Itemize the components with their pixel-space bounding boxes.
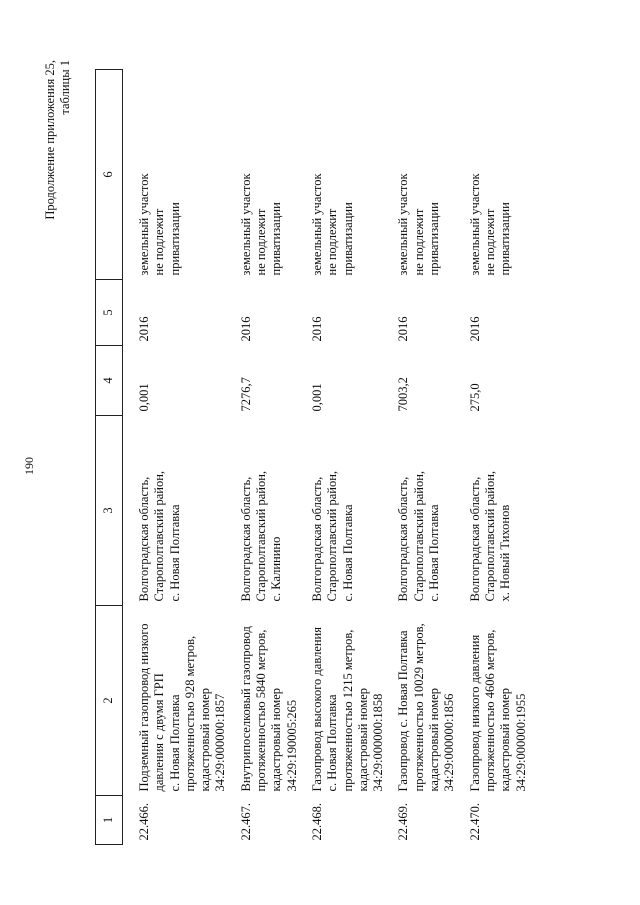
cell-line: земельный участок bbox=[396, 173, 411, 276]
cell-line: с. Новая Полтавка bbox=[167, 694, 182, 792]
table-row bbox=[300, 70, 386, 845]
cell-name bbox=[229, 606, 300, 796]
table-row bbox=[123, 70, 229, 845]
cell-year: 2016 bbox=[467, 316, 482, 342]
column-header: 2 bbox=[96, 606, 123, 796]
cell-line: земельный участок bbox=[238, 173, 253, 276]
cell-line: кадастровый номер bbox=[269, 687, 284, 792]
cell-line: не подлежит bbox=[482, 208, 497, 276]
table-row bbox=[458, 70, 529, 845]
column-header: 1 bbox=[96, 796, 123, 845]
cell-line: Волгоградская область, bbox=[396, 476, 411, 602]
cell-location bbox=[300, 416, 386, 606]
cell-number: 22.470. bbox=[467, 803, 482, 841]
cell-name bbox=[300, 606, 386, 796]
cell-line: 34:29:190005:265 bbox=[284, 699, 299, 792]
cell-line: кадастровый номер bbox=[198, 687, 213, 792]
cell-line: 34:29:000000:1857 bbox=[213, 693, 228, 792]
cell-line: не подлежит bbox=[325, 208, 340, 276]
property-table bbox=[95, 69, 529, 845]
cell-line: давления с двумя ГРП bbox=[152, 673, 167, 792]
cell-name bbox=[123, 606, 229, 796]
cell-number: 22.468. bbox=[309, 803, 324, 841]
cell-location bbox=[386, 416, 457, 606]
table-row bbox=[386, 70, 457, 845]
cell-line: с. Новая Полтавка bbox=[167, 504, 182, 602]
cell-number: 22.469. bbox=[396, 803, 411, 841]
cell-line: не подлежит bbox=[254, 208, 269, 276]
column-header: 4 bbox=[96, 346, 123, 416]
cell-year: 2016 bbox=[309, 316, 324, 342]
cell-line: приватизации bbox=[269, 202, 284, 276]
table-body bbox=[123, 70, 529, 845]
cell-number: 22.467. bbox=[238, 803, 253, 841]
cell-line: Волгоградская область, bbox=[309, 476, 324, 602]
cell-year: 2016 bbox=[396, 316, 411, 342]
cell-line: Волгоградская область, bbox=[467, 476, 482, 602]
cell-line: Старополтавский район, bbox=[482, 470, 497, 602]
column-header: 3 bbox=[96, 416, 123, 606]
cell-line: кадастровый номер bbox=[498, 687, 513, 792]
cell-line: земельный участок bbox=[137, 173, 151, 276]
column-header: 5 bbox=[96, 280, 123, 346]
cell-line: протяженностью 10029 метров, bbox=[411, 623, 426, 792]
cell-value: 7276,7 bbox=[238, 377, 253, 412]
cell-line: Старополтавский район, bbox=[254, 470, 269, 602]
cell-location bbox=[229, 416, 300, 606]
cell-line: кадастровый номер bbox=[355, 687, 370, 792]
column-header: 6 bbox=[96, 70, 123, 280]
cell-line: не подлежит bbox=[152, 208, 167, 276]
cell-line: Внутрипоселковый газопровод bbox=[238, 626, 253, 792]
cell-location bbox=[458, 416, 529, 606]
cell-line: Газопровод высокого давления bbox=[309, 627, 324, 792]
cell-line: приватизации bbox=[167, 202, 182, 276]
cell-line: приватизации bbox=[498, 202, 513, 276]
cell-line: протяженностью 928 метров, bbox=[182, 635, 197, 792]
cell-line: протяженностью 5840 метров, bbox=[254, 629, 269, 792]
cell-line: Волгоградская область, bbox=[238, 476, 253, 602]
cell-line: 34:29:000000:1858 bbox=[371, 693, 386, 792]
cell-line: кадастровый номер bbox=[427, 687, 442, 792]
cell-line: х. Новый Тихонов bbox=[498, 504, 513, 602]
cell-line: 34:29:000000:1856 bbox=[442, 693, 457, 792]
cell-year: 2016 bbox=[137, 316, 151, 342]
cell-line: приватизации bbox=[340, 202, 355, 276]
cell-note bbox=[300, 70, 386, 280]
cell-line: Подземный газопровод низкого bbox=[137, 623, 151, 792]
cell-line: Газопровод с. Новая Полтавка bbox=[396, 630, 411, 792]
cell-value: 7003,2 bbox=[396, 377, 411, 412]
cell-line: с. Новая Полтавка bbox=[325, 694, 340, 792]
cell-line: Старополтавский район, bbox=[411, 470, 426, 602]
cell-line: Старополтавский район, bbox=[152, 470, 167, 602]
continuation-note-line: таблицы 1 bbox=[58, 60, 72, 115]
cell-name bbox=[386, 606, 457, 796]
table-header-row bbox=[96, 70, 123, 845]
cell-line: земельный участок bbox=[467, 173, 482, 276]
cell-location bbox=[123, 416, 229, 606]
cell-line: приватизации bbox=[427, 202, 442, 276]
cell-year: 2016 bbox=[238, 316, 253, 342]
continuation-note bbox=[43, 60, 73, 300]
table-row bbox=[229, 70, 300, 845]
cell-line: Газопровод низкого давления bbox=[467, 634, 482, 792]
cell-line: с. Новая Полтавка bbox=[340, 504, 355, 602]
cell-line: земельный участок bbox=[309, 173, 324, 276]
cell-value: 0,001 bbox=[309, 383, 324, 412]
cell-line: с. Калинино bbox=[269, 536, 284, 602]
page-number: 190 bbox=[22, 457, 36, 475]
cell-line: протяженностью 1215 метров, bbox=[340, 629, 355, 792]
cell-note bbox=[229, 70, 300, 280]
cell-value: 275,0 bbox=[467, 383, 482, 412]
cell-note bbox=[458, 70, 529, 280]
cell-line: с. Новая Полтавка bbox=[427, 504, 442, 602]
cell-number: 22.466. bbox=[137, 803, 151, 841]
cell-line: протяженностью 4606 метров, bbox=[482, 629, 497, 792]
cell-note bbox=[123, 70, 229, 280]
cell-name bbox=[458, 606, 529, 796]
cell-line: не подлежит bbox=[411, 208, 426, 276]
cell-note bbox=[386, 70, 457, 280]
cell-value: 0,001 bbox=[137, 383, 151, 412]
cell-line: 34:29:000000:1955 bbox=[513, 693, 528, 792]
cell-line: Старополтавский район, bbox=[325, 470, 340, 602]
cell-line: Волгоградская область, bbox=[137, 476, 151, 602]
continuation-note-line: Продолжение приложения 25, bbox=[43, 60, 57, 220]
